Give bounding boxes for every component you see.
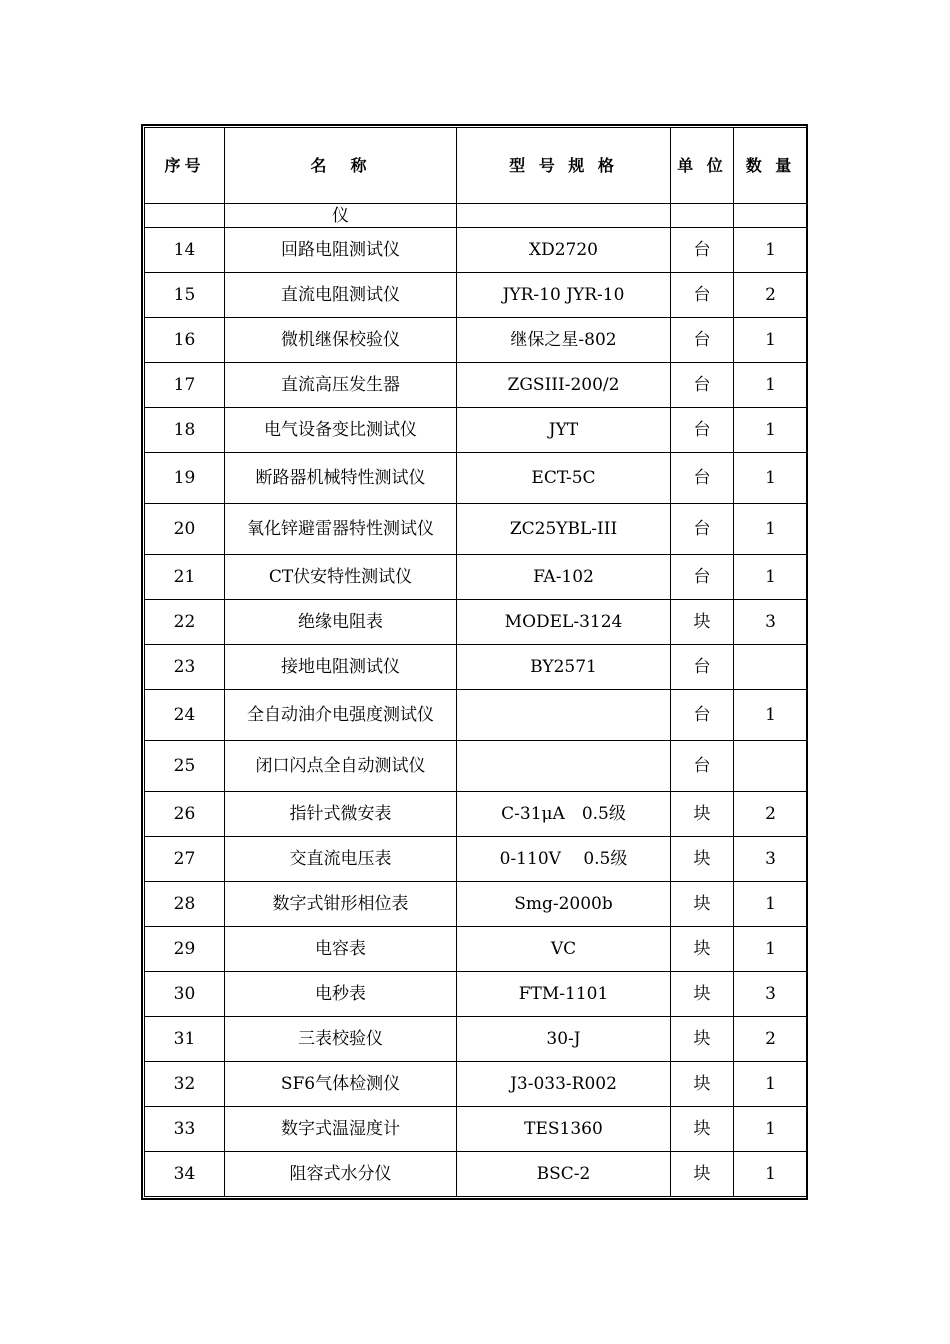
cell-quantity: 1 [734, 1062, 808, 1107]
cell-quantity: 1 [734, 504, 808, 555]
cell-name: 接地电阻测试仪 [225, 645, 457, 690]
table-row [145, 318, 808, 363]
cell-unit: 台 [671, 504, 734, 555]
cell-name: 数字式温湿度计 [225, 1107, 457, 1152]
cell-name: 闭口闪点全自动测试仪 [225, 741, 457, 792]
cell-quantity: 3 [734, 600, 808, 645]
table-row [145, 741, 808, 792]
cell-name: 直流电阻测试仪 [225, 273, 457, 318]
cell-model: ZC25YBL-III [457, 504, 671, 555]
cell-name: 数字式钳形相位表 [225, 882, 457, 927]
cell-index: 28 [145, 882, 225, 927]
cell-index: 27 [145, 837, 225, 882]
cell-index: 17 [145, 363, 225, 408]
cell-model [457, 741, 671, 792]
cell-unit: 台 [671, 690, 734, 741]
table-row [145, 600, 808, 645]
cell-model: 0-110V 0.5级 [457, 837, 671, 882]
cell-index: 32 [145, 1062, 225, 1107]
cell-quantity [734, 645, 808, 690]
cell-unit: 台 [671, 363, 734, 408]
cell-index: 34 [145, 1152, 225, 1197]
table-row [145, 690, 808, 741]
table-row [145, 504, 808, 555]
cell-name: 仪 [225, 204, 457, 228]
cell-quantity: 1 [734, 228, 808, 273]
cell-unit: 块 [671, 792, 734, 837]
cell-model: ZGSIII-200/2 [457, 363, 671, 408]
cell-model: MODEL-3124 [457, 600, 671, 645]
cell-unit: 块 [671, 972, 734, 1017]
cell-model: JYT [457, 408, 671, 453]
table-row [145, 882, 808, 927]
cell-quantity: 1 [734, 927, 808, 972]
cell-unit: 块 [671, 1017, 734, 1062]
table-row [145, 1107, 808, 1152]
cell-index: 30 [145, 972, 225, 1017]
cell-model: 30-J [457, 1017, 671, 1062]
table-row [145, 273, 808, 318]
cell-index: 21 [145, 555, 225, 600]
table-row [145, 927, 808, 972]
cell-name: 阻容式水分仪 [225, 1152, 457, 1197]
cell-name: SF6气体检测仪 [225, 1062, 457, 1107]
cell-index: 23 [145, 645, 225, 690]
cell-model: ECT-5C [457, 453, 671, 504]
cell-quantity: 2 [734, 792, 808, 837]
table-row [145, 645, 808, 690]
cell-model: FA-102 [457, 555, 671, 600]
cell-quantity: 1 [734, 1107, 808, 1152]
equipment-table-frame [141, 124, 808, 1200]
cell-quantity: 3 [734, 837, 808, 882]
cell-unit: 台 [671, 273, 734, 318]
cell-model: XD2720 [457, 228, 671, 273]
cell-index: 15 [145, 273, 225, 318]
cell-unit: 块 [671, 837, 734, 882]
cell-name: 全自动油介电强度测试仪 [225, 690, 457, 741]
cell-unit: 块 [671, 1062, 734, 1107]
table-row [145, 792, 808, 837]
cell-name: 电秒表 [225, 972, 457, 1017]
cell-name: 交直流电压表 [225, 837, 457, 882]
cell-model: C-31μA 0.5级 [457, 792, 671, 837]
cell-index [145, 204, 225, 228]
cell-index: 24 [145, 690, 225, 741]
cell-index: 14 [145, 228, 225, 273]
cell-unit: 块 [671, 1152, 734, 1197]
cell-unit: 台 [671, 555, 734, 600]
cell-index: 33 [145, 1107, 225, 1152]
cell-name: 电气设备变比测试仪 [225, 408, 457, 453]
header-quantity: 数 量 [734, 128, 808, 204]
cell-quantity: 1 [734, 453, 808, 504]
cell-index: 31 [145, 1017, 225, 1062]
cell-name: 指针式微安表 [225, 792, 457, 837]
cell-quantity: 1 [734, 1152, 808, 1197]
cell-quantity: 1 [734, 882, 808, 927]
table-header-row [145, 128, 808, 204]
cell-model [457, 690, 671, 741]
cell-name: CT伏安特性测试仪 [225, 555, 457, 600]
table-row [145, 228, 808, 273]
cell-model: 继保之星-802 [457, 318, 671, 363]
cell-quantity: 1 [734, 363, 808, 408]
cell-model: VC [457, 927, 671, 972]
table-row [145, 837, 808, 882]
cell-name: 电容表 [225, 927, 457, 972]
cell-quantity: 2 [734, 1017, 808, 1062]
cell-name: 断路器机械特性测试仪 [225, 453, 457, 504]
cell-index: 22 [145, 600, 225, 645]
cell-quantity: 2 [734, 273, 808, 318]
table-row [145, 363, 808, 408]
cell-index: 19 [145, 453, 225, 504]
cell-index: 18 [145, 408, 225, 453]
cell-unit: 台 [671, 453, 734, 504]
table-row [145, 1062, 808, 1107]
cell-model: TES1360 [457, 1107, 671, 1152]
header-model: 型 号 规 格 [457, 128, 671, 204]
cell-name: 氧化锌避雷器特性测试仪 [225, 504, 457, 555]
cell-index: 29 [145, 927, 225, 972]
cell-model [457, 204, 671, 228]
cell-quantity: 1 [734, 690, 808, 741]
cell-quantity: 1 [734, 555, 808, 600]
cell-model: BSC-2 [457, 1152, 671, 1197]
header-unit: 单 位 [671, 128, 734, 204]
table-row [145, 555, 808, 600]
table-row [145, 972, 808, 1017]
cell-unit: 台 [671, 741, 734, 792]
equipment-table [144, 127, 808, 1197]
cell-name: 绝缘电阻表 [225, 600, 457, 645]
table-body [145, 204, 808, 1197]
cell-index: 20 [145, 504, 225, 555]
table-row [145, 408, 808, 453]
table-row [145, 1017, 808, 1062]
table-row [145, 1152, 808, 1197]
cell-model: J3-033-R002 [457, 1062, 671, 1107]
cell-unit: 块 [671, 600, 734, 645]
cell-index: 16 [145, 318, 225, 363]
cell-model: JYR-10 JYR-10 [457, 273, 671, 318]
cell-model: Smg-2000b [457, 882, 671, 927]
cell-unit: 块 [671, 927, 734, 972]
cell-index: 25 [145, 741, 225, 792]
cell-unit: 台 [671, 318, 734, 363]
cell-quantity [734, 204, 808, 228]
cell-quantity: 3 [734, 972, 808, 1017]
table-row [145, 453, 808, 504]
cell-name: 回路电阻测试仪 [225, 228, 457, 273]
cell-quantity: 1 [734, 318, 808, 363]
cell-unit: 台 [671, 228, 734, 273]
cell-quantity: 1 [734, 408, 808, 453]
cell-name: 微机继保校验仪 [225, 318, 457, 363]
header-index: 序号 [145, 128, 225, 204]
cell-unit: 台 [671, 408, 734, 453]
cell-name: 直流高压发生器 [225, 363, 457, 408]
cell-index: 26 [145, 792, 225, 837]
cell-unit: 块 [671, 882, 734, 927]
continuation-row [145, 204, 808, 228]
cell-unit [671, 204, 734, 228]
cell-name: 三表校验仪 [225, 1017, 457, 1062]
cell-quantity [734, 741, 808, 792]
cell-unit: 块 [671, 1107, 734, 1152]
cell-model: FTM-1101 [457, 972, 671, 1017]
header-name: 名 称 [225, 128, 457, 204]
cell-model: BY2571 [457, 645, 671, 690]
cell-unit: 台 [671, 645, 734, 690]
